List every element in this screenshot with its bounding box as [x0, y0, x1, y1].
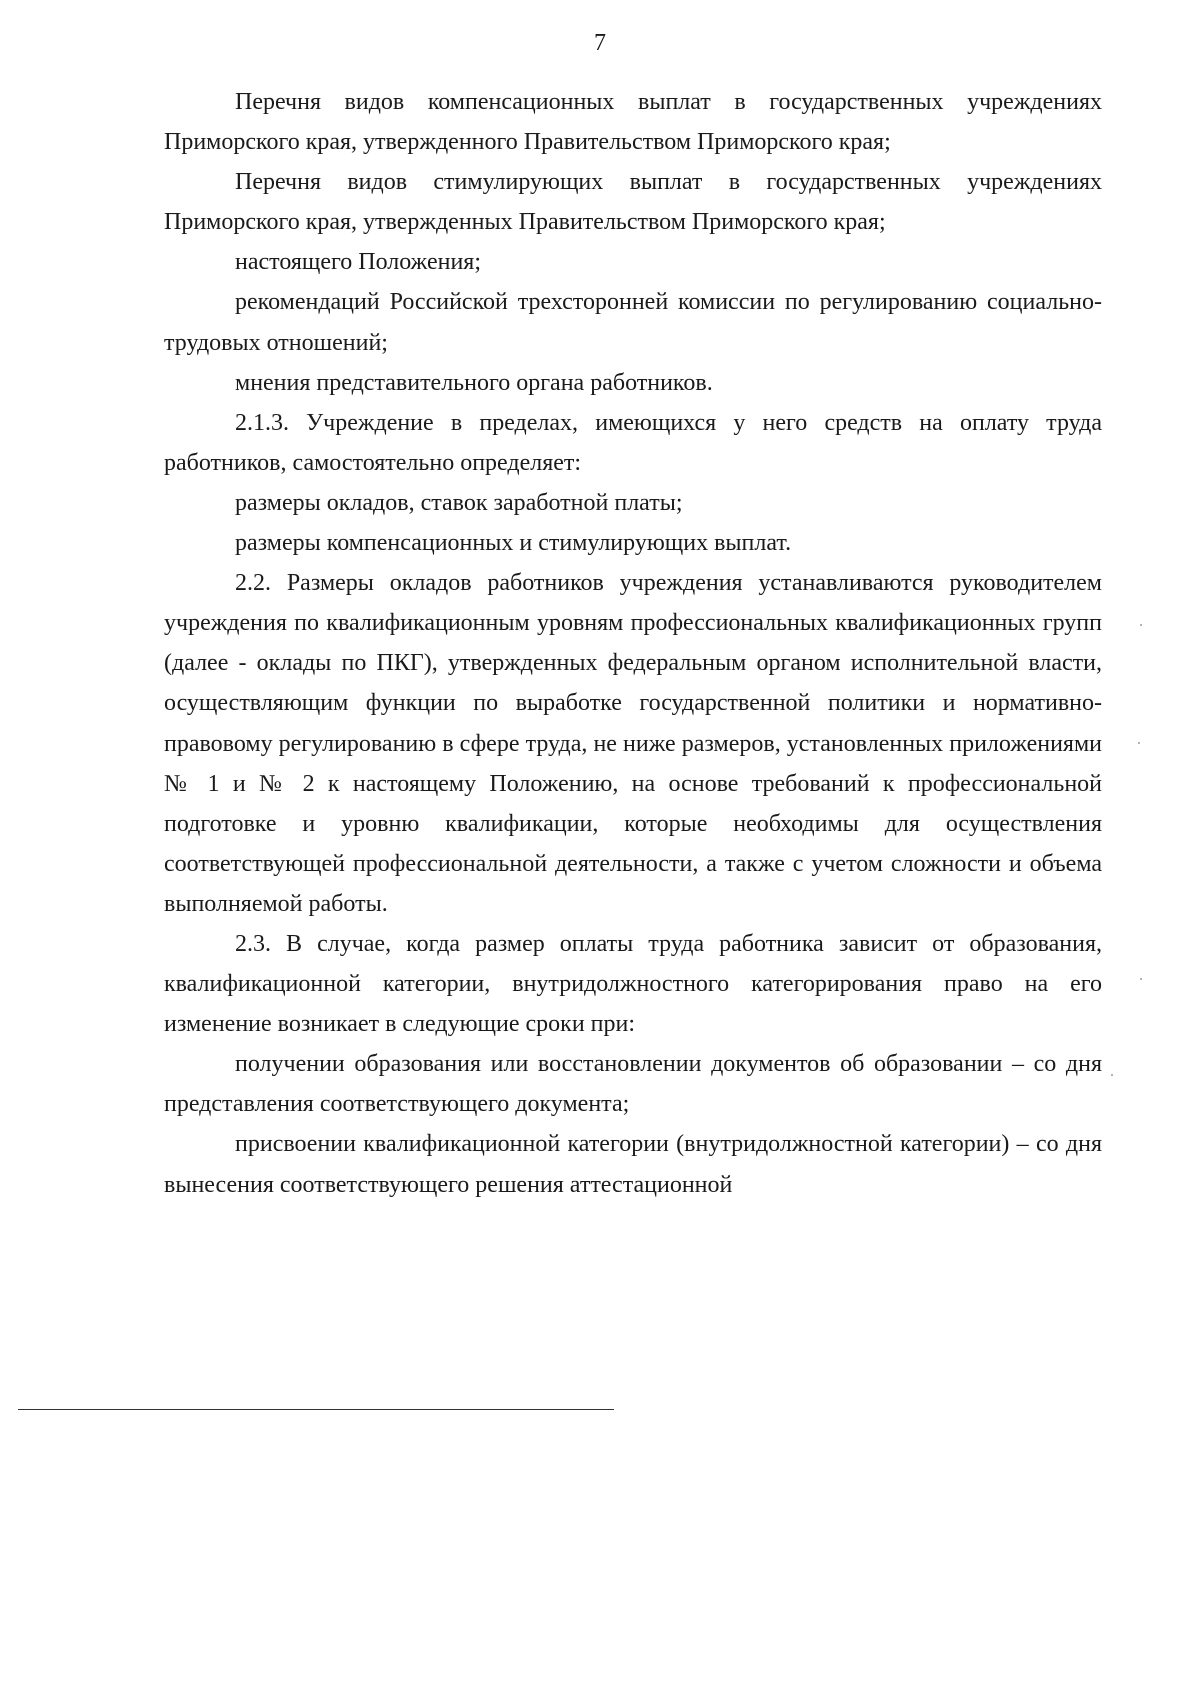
document-body — [164, 82, 1102, 1205]
paragraph-representative-opinion: мнения представительного органа работников. — [235, 369, 713, 396]
paragraph-qualification-category: присвоении квалификационной категории (внутридолжностной категории) – со дня вынесения соответствующего решения аттестационной — [164, 1131, 1102, 1198]
paragraph-payment-sizes: размеры компенсационных и стимулирующих выплат. — [235, 530, 792, 557]
paragraph-list-compensation: Перечня видов компенсационных выплат в государственных учреждениях Приморского края, утвержденного Правительством Приморского края; — [164, 89, 1102, 156]
scan-speck — [1111, 1074, 1113, 1076]
scan-speck — [1140, 978, 1142, 980]
paragraph-commission-recommendations: рекомендаций Российской трехсторонней комиссии по регулированию социально-трудовых отношений; — [164, 289, 1102, 356]
paragraph-2-2: 2.2. Размеры окладов работников учреждения устанавливаются руководителем учреждения по квалификационным уровням профессиональных квалификационных групп (далее - оклады по ПКГ), утвержденных федеральным органом исполнительной власти, осуществляющим функции по выработке государственной политики и нормативно-правовому регулированию в сфере труда, не ниже размеров, установленных приложениями № 1 и № 2 к настоящему Положению, на основе требований к профессиональной подготовке и уровню квалификации, которые необходимы для осуществления соответствующей профессиональной деятельности, а также с учетом сложности и объема выполняемой работы. — [164, 570, 1102, 917]
scan-speck — [1140, 624, 1142, 626]
paragraph-2-3: 2.3. В случае, когда размер оплаты труда работника зависит от образования, квалификационной категории, внутридолжностного категорирования право на его изменение возникает в следующие сроки при: — [164, 930, 1102, 1038]
paragraph-salary-sizes: размеры окладов, ставок заработной платы; — [235, 489, 683, 516]
page-number: 7 — [594, 30, 606, 56]
paragraph-list-incentive: Перечня видов стимулирующих выплат в государственных учреждениях Приморского края, утвержденных Правительством Приморского края; — [164, 169, 1102, 236]
scan-speck — [1138, 742, 1140, 744]
paragraph-this-regulation: настоящего Положения; — [235, 249, 481, 276]
footnote-divider — [18, 1409, 614, 1410]
paragraph-education: получении образования или восстановлении документов об образовании – со дня представления соответствующего документа; — [164, 1051, 1102, 1118]
paragraph-2-1-3: 2.1.3. Учреждение в пределах, имеющихся у него средств на оплату труда работников, самостоятельно определяет: — [164, 409, 1102, 476]
